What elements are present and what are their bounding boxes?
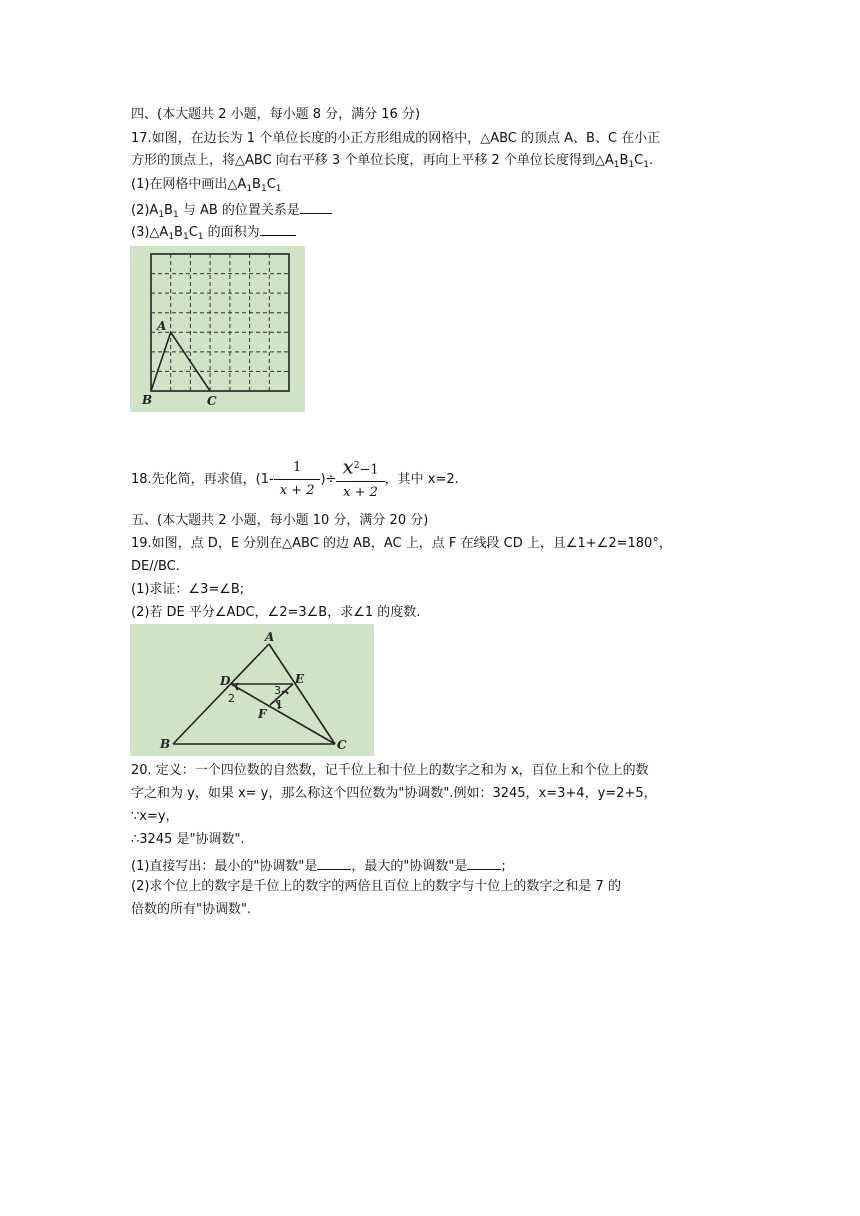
q20-line3: ∵x=y， <box>131 809 179 824</box>
answer-blank[interactable] <box>300 199 332 214</box>
q17-line2: 方形的顶点上，将△ABC 向右平移 3 个单位长度，再向上平移 2 个单位长度得到$\triangle A_1B_1C_1$. <box>131 153 654 170</box>
answer-blank-max[interactable] <box>467 855 501 870</box>
label-a: A <box>157 319 167 333</box>
q19-line2: DE//BC. <box>131 559 180 574</box>
q17-grid-figure <box>130 246 305 412</box>
q17-sub2: $(2)A_1B_1$ 与 AB 的位置关系是 <box>131 199 332 220</box>
q17-line1: 17.如图，在边长为 1 个单位长度的小正方形组成的网格中，△ABC 的顶点 A、B、C 在小正 <box>131 131 661 146</box>
q20-sub2b: 倍数的所有"协调数". <box>131 902 252 917</box>
q19-triangle-figure <box>130 624 374 756</box>
triangle-diagram <box>130 624 374 756</box>
q20-line2: 字之和为 y，如果 x= y，那么称这个四位数为"协调数".例如：3245，x=3+4，y=2+5， <box>131 786 657 801</box>
answer-blank[interactable] <box>260 221 296 236</box>
label-angle-1: 1 <box>276 698 283 711</box>
label-c: C <box>207 394 217 408</box>
q18-line: 18.先化简，再求值，(1- $\frac{1}{x + 2}$ )÷ $\frac{x^2-1}{x + 2}$ ，其中 x=2. <box>131 455 459 501</box>
label-b: B <box>160 737 171 751</box>
fraction-2: $\frac{x^2-1}{x + 2}$ <box>336 455 384 504</box>
q19-sub1: (1)求证：∠3=∠B; <box>131 582 245 597</box>
label-d: D <box>220 674 231 688</box>
label-f: F <box>258 707 267 721</box>
fraction-1: $\frac{1}{x + 2}$ <box>274 457 321 502</box>
q17-sub1: (1)在网格中画出$\triangle A_1B_1C_1$ <box>131 177 282 194</box>
grid-diagram <box>130 246 305 412</box>
label-angle-2: 2 <box>228 692 235 705</box>
label-c: C <box>337 738 347 752</box>
label-b: B <box>142 393 153 407</box>
q19-sub2: (2)若 DE 平分∠ADC，∠2=3∠B，求∠1 的度数. <box>131 605 421 620</box>
section5-header: 五、(本大题共 2 小题，每小题 10 分，满分 20 分) <box>131 513 429 528</box>
q20-line4: ∴3245 是"协调数". <box>131 832 245 847</box>
label-angle-3: 3 <box>274 684 281 697</box>
label-a: A <box>265 630 275 644</box>
section4-header: 四、(本大题共 2 小题，每小题 8 分，满分 16 分) <box>131 107 421 122</box>
q17-sub3: $(3)\triangle A_1B_1C_1$ 的面积为 <box>131 221 296 242</box>
q19-line1: 19.如图，点 D，E 分别在△ABC 的边 AB，AC 上，点 F 在线段 CD 上，且∠1+∠2=180°， <box>131 536 672 551</box>
q20-sub2a: (2)求个位上的数字是千位上的数字的两倍且百位上的数字与十位上的数字之和是 7 的 <box>131 879 621 894</box>
q20-line1: 20. 定义：一个四位数的自然数，记千位上和十位上的数字之和为 x，百位上和个位上的数 <box>131 763 649 778</box>
q20-sub1: (1)直接写出：最小的"协调数"是 ，最大的"协调数"是 ; <box>131 855 506 876</box>
answer-blank-min[interactable] <box>317 855 351 870</box>
label-e: E <box>295 672 305 686</box>
